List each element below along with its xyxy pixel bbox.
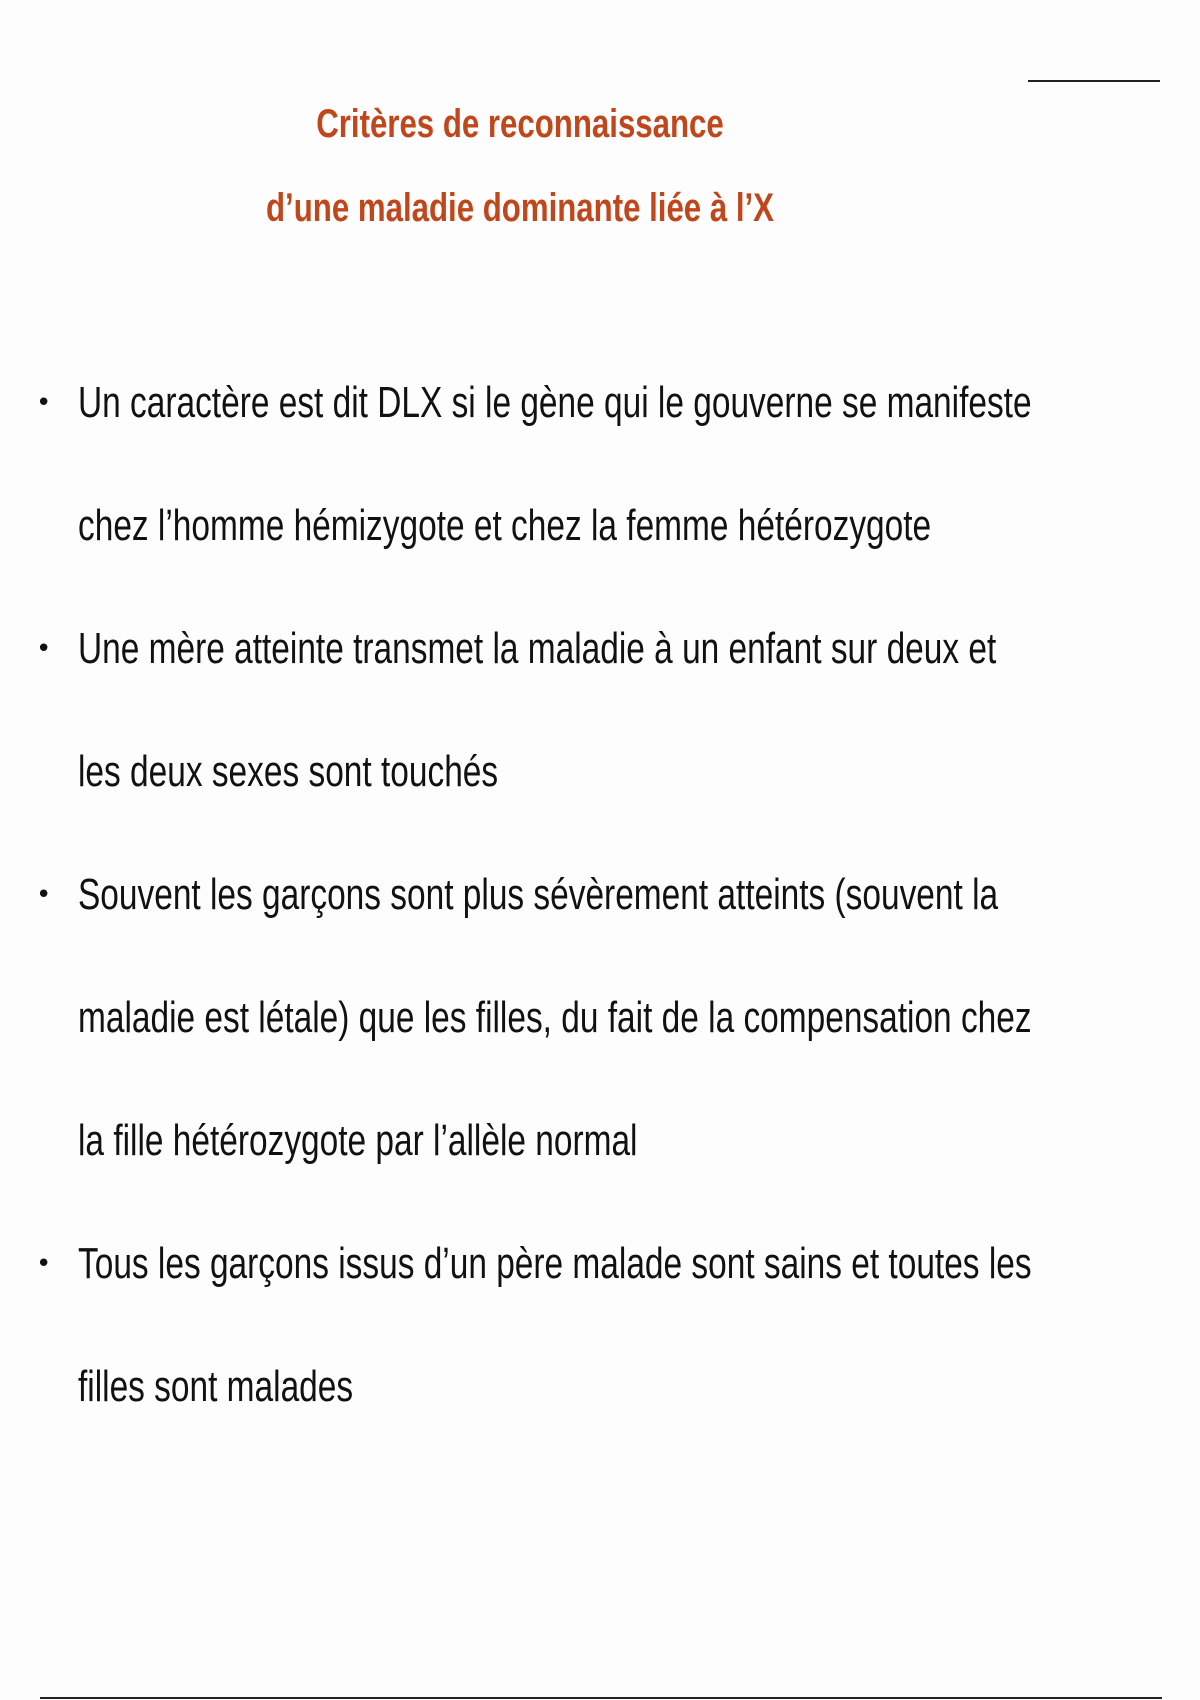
bullet-1-line-1: Un caractère est dit DLX si le gène qui le gouverne se manifeste xyxy=(78,378,1032,427)
bullet-item-4 xyxy=(36,1233,1116,1479)
bottom-rule xyxy=(40,1697,1162,1699)
bullet-1-line-2: chez l’homme hémizygote et chez la femme hétérozygote xyxy=(78,501,932,550)
bullet-2-line-2: les deux sexes sont touchés xyxy=(78,747,499,796)
bullet-icon: • xyxy=(36,1249,52,1279)
bullet-2-line-1: Une mère atteinte transmet la maladie à un enfant sur deux et xyxy=(78,624,997,673)
bullet-item-2 xyxy=(36,618,1116,864)
slide-title xyxy=(150,82,890,250)
top-right-rule xyxy=(1028,80,1160,82)
bullet-4-line-2: filles sont malades xyxy=(78,1362,354,1411)
slide-title-line-1: Critères de reconnaissance xyxy=(316,102,724,146)
bullet-list xyxy=(36,372,1116,1479)
bullet-3-line-2: maladie est létale) que les filles, du fait de la compensation chez xyxy=(78,993,1032,1042)
bullet-3-line-3: la fille hétérozygote par l’allèle normal xyxy=(78,1116,638,1165)
bullet-icon: • xyxy=(36,880,52,910)
bullet-item-1 xyxy=(36,372,1116,618)
slide-title-line-2: d’une maladie dominante liée à l’X xyxy=(265,186,774,230)
bullet-4-line-1: Tous les garçons issus d’un père malade sont sains et toutes les xyxy=(78,1239,1032,1288)
bullet-item-3 xyxy=(36,864,1116,1233)
bullet-icon: • xyxy=(36,388,52,418)
bullet-3-line-1: Souvent les garçons sont plus sévèrement atteints (souvent la xyxy=(78,870,999,919)
bullet-icon: • xyxy=(36,634,52,664)
